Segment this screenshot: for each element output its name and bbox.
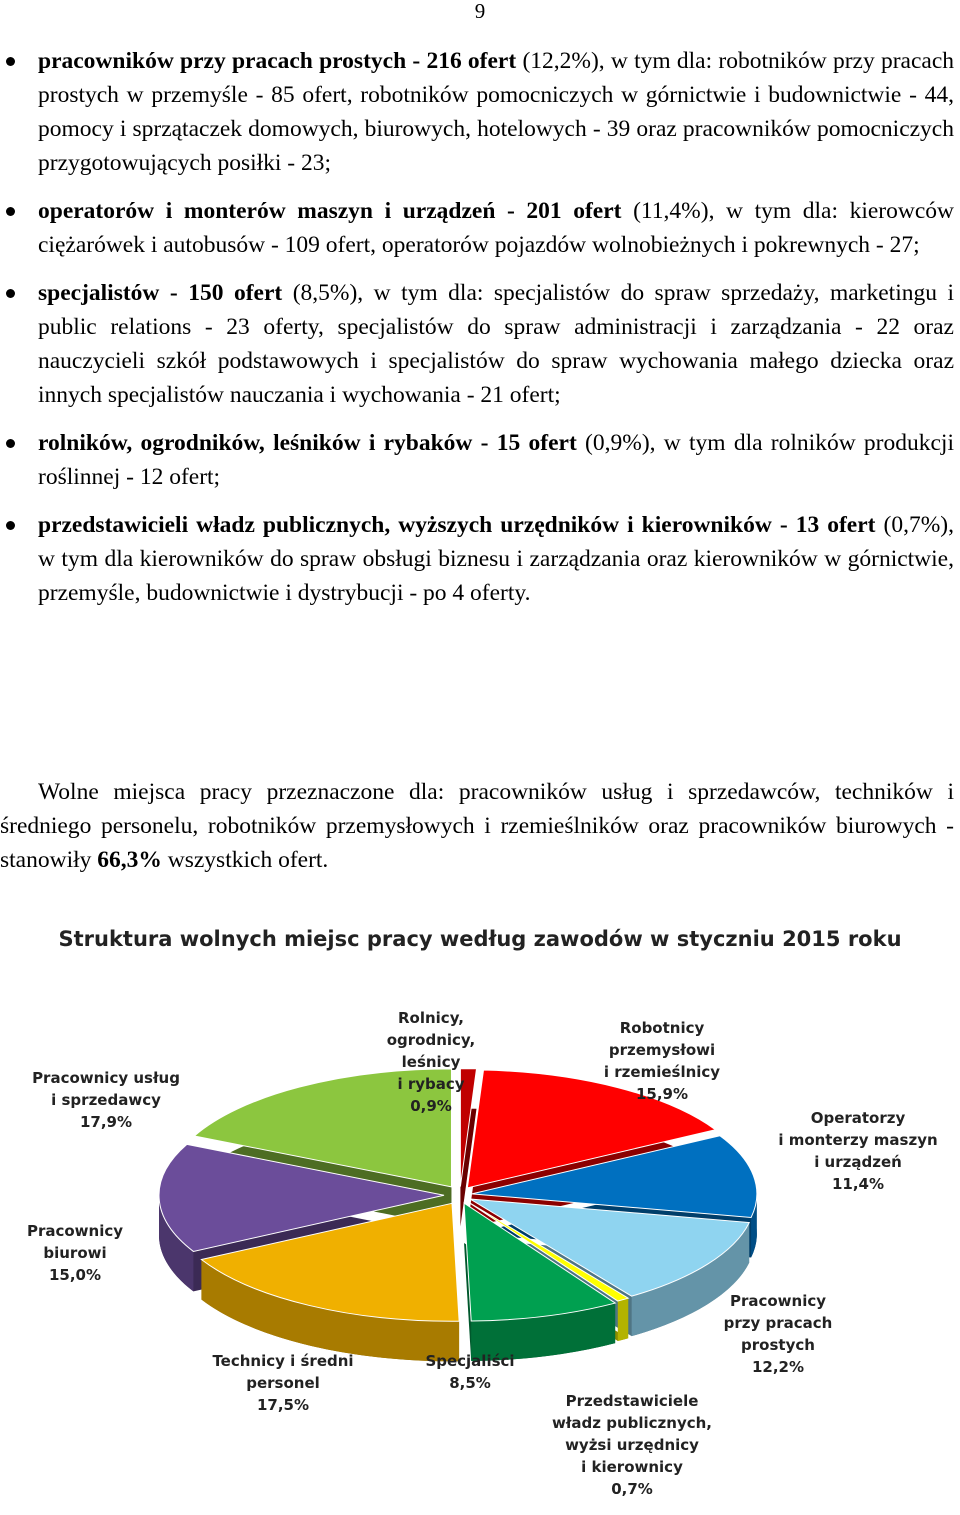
pie-slice-value: 15,9% xyxy=(635,1085,689,1103)
pie-chart xyxy=(0,905,960,1515)
bullet-item xyxy=(0,194,960,262)
pie-slice-label xyxy=(193,1350,373,1416)
pie-slice-value: 15,0% xyxy=(48,1266,102,1284)
pie-slice-value: 8,5% xyxy=(449,1374,491,1392)
pie-slice-label-line: i sprzedawcy xyxy=(51,1091,161,1109)
pie-slice-label-line: Przedstawiciele xyxy=(565,1392,699,1410)
pie-slice-label-line: ogrodnicy, xyxy=(386,1031,476,1049)
pie-slice-label-line: władz publicznych, xyxy=(551,1414,713,1432)
bullet-item xyxy=(0,44,960,180)
bullet-text: (0,9%), w tym dla rolników produkcji roślinnej - 12 ofert; xyxy=(38,430,954,490)
pie-slice-label-line: i monterzy maszyn xyxy=(778,1131,938,1149)
bullet-list xyxy=(0,44,960,624)
pie-slice-label-line: i rybacy xyxy=(397,1075,465,1093)
pie-slice-label-line: Technicy i średni xyxy=(212,1352,354,1370)
pie-slice-label xyxy=(768,1107,948,1195)
pie-slice-label-line: Robotnicy xyxy=(619,1019,705,1037)
pie-slice-label xyxy=(0,1220,165,1286)
pie-slice-label-line: i rzemieślnicy xyxy=(603,1063,721,1081)
pie-slice-label-line: leśnicy xyxy=(401,1053,461,1071)
chart-title: Struktura wolnych miejsc pracy według zawodów w styczniu 2015 roku xyxy=(58,927,902,951)
bullet-item xyxy=(0,426,960,494)
bullet-text: (12,2%), w tym dla: robotników przy pracach prostych w przemyśle - 85 ofert, robotników pomocniczych w górnictwie i budownictwie - 44, pomocy i sprzątaczek domowych, biurowych, hotelowych - 39 oraz pracowników pomocniczych przygotowujących posiłki - 23; xyxy=(38,48,954,176)
pie-slice-value: 0,7% xyxy=(611,1480,653,1498)
pie-slice-label-line: Pracownicy usług xyxy=(32,1069,180,1087)
pie-slice-label-line: Pracownicy xyxy=(26,1222,124,1240)
page-number: 9 xyxy=(474,0,486,23)
bullet-icon xyxy=(6,207,15,216)
bullet-text: (11,4%), w tym dla: kierowców ciężarówek i autobusów - 109 ofert, operatorów pojazdów wolnobieżnych i pokrewnych - 27; xyxy=(38,198,954,258)
bullet-item xyxy=(0,276,960,412)
bullet-icon xyxy=(6,57,15,66)
pie-slice-label-line: Specjaliści xyxy=(425,1352,515,1370)
bullet-bold: rolników, ogrodników, leśników i rybaków - 15 ofert xyxy=(38,430,577,456)
pie-slice-side xyxy=(618,1298,628,1341)
bullet-icon xyxy=(6,289,15,298)
pie-slice-label xyxy=(341,1007,521,1117)
summary-paragraph xyxy=(0,775,954,877)
pie-slice-label-line: Pracownicy xyxy=(729,1292,827,1310)
pie-slice-label-line: i kierownicy xyxy=(581,1458,683,1476)
pie-slice-label-line: personel xyxy=(246,1374,320,1392)
pie-slice-value: 17,5% xyxy=(256,1396,310,1414)
pie-slice-label-line: i urządzeń xyxy=(814,1153,902,1171)
pie-slice-label-line: wyżsi urzędnicy xyxy=(565,1436,699,1454)
pie-slice-value: 17,9% xyxy=(79,1113,133,1131)
pie-chart-svg xyxy=(0,905,960,1515)
bullet-text: (0,7%), w tym dla kierowników do spraw obsługi biznesu i zarządzania oraz kierowników w górnictwie, przemyśle, budownictwie i dystrybucji - po 4 oferty. xyxy=(38,512,954,606)
bullet-icon xyxy=(6,521,15,530)
bullet-icon xyxy=(6,439,15,448)
pie-slice-label xyxy=(572,1017,752,1105)
pie-slice-label-line: biurowi xyxy=(43,1244,107,1262)
pie-slice-value: 11,4% xyxy=(831,1175,885,1193)
pie-slice-value: 12,2% xyxy=(751,1358,805,1376)
bullet-bold: pracowników przy pracach prostych - 216 ofert xyxy=(38,48,517,74)
pie-slice-label-line: przemysłowi xyxy=(608,1041,716,1059)
pie-slice-label-line: prostych xyxy=(741,1336,815,1354)
bullet-item xyxy=(0,508,960,610)
summary-text: Wolne miejsca pracy przeznaczone dla: pracowników usług i sprzedawców, techników i średniego personelu, robotników przemysłowych i rzemieślników oraz pracowników biurowych - stanowiły xyxy=(0,779,954,873)
summary-bold-value: 66,3% xyxy=(97,847,162,873)
pie-slice-label-line: przy pracach xyxy=(723,1314,833,1332)
pie-slice-value: 0,9% xyxy=(410,1097,452,1115)
bullet-bold: operatorów i monterów maszyn i urządzeń - 201 ofert xyxy=(38,198,622,224)
bullet-bold: specjalistów - 150 ofert xyxy=(38,280,283,306)
pie-slice-label xyxy=(16,1067,196,1133)
summary-text-end: wszystkich ofert. xyxy=(161,847,329,873)
pie-slice-label-line: Rolnicy, xyxy=(397,1009,465,1027)
bullet-bold: przedstawicieli władz publicznych, wyższych urzędników i kierowników - 13 ofert xyxy=(38,512,876,538)
pie-slice-label xyxy=(688,1290,868,1378)
pie-slice-label xyxy=(380,1350,560,1394)
bullet-text: (8,5%), w tym dla: specjalistów do spraw sprzedaży, marketingu i public relations - 23 oferty, specjalistów do spraw administracji i zarządzania - 22 oraz nauczycieli szkół podstawowych i specjalistów do spraw wychowania małego dziecka oraz innych specjalistów nauczania i wychowania - 21 ofert; xyxy=(38,280,954,408)
pie-slice-label xyxy=(542,1390,722,1500)
pie-slice-label-line: Operatorzy xyxy=(810,1109,906,1127)
